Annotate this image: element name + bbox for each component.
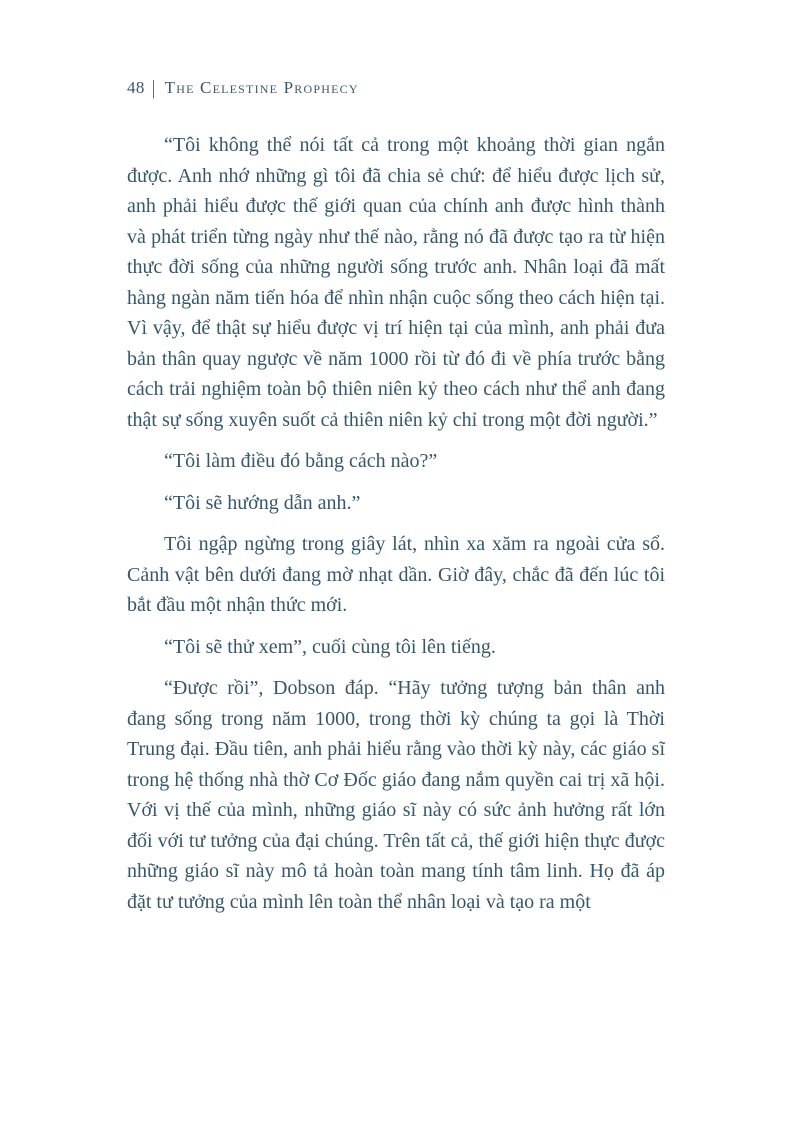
paragraph-narration: Tôi ngập ngừng trong giây lát, nhìn xa xăm ra ngoài cửa sổ. Cảnh vật bên dưới đang mờ nhạt dần. Giờ đây, chắc đã đến lúc tôi bắt đầu một nhận thức mới.: [127, 533, 665, 616]
page-number: 48: [127, 78, 145, 97]
paragraph-dialogue-agreement: “Tôi sẽ thử xem”, cuối cùng tôi lên tiếng.: [164, 635, 496, 658]
book-title: The Celestine Prophecy: [164, 78, 359, 97]
paragraph-dialogue-explanation: “Tôi không thể nói tất cả trong một khoảng thời gian ngắn được. Anh nhớ những gì tôi đã chia sẻ chứ: để hiểu được lịch sử, anh phải hiểu được thế giới quan của chính anh được hình thành và phát triển từng ngày như thế nào, rằng nó đã được tạo ra từ hiện thực đời sống của những người sống trước anh. Nhân loại đã mất hàng ngàn năm tiến hóa để nhìn nhận cuộc sống theo cách hiện tại. Vì vậy, để thật sự hiểu được vị trí hiện tại của mình, anh phải đưa bản thân quay ngược về năm 1000 rồi từ đó đi về phía trước bằng cách trải nghiệm toàn bộ thiên niên kỷ theo cách như thể anh đang thật sự sống xuyên suốt cả thiên niên kỷ chỉ trong một đời người.”: [127, 134, 665, 431]
header-separator: |: [151, 76, 156, 99]
paragraph-dialogue-reply: “Tôi sẽ hướng dẫn anh.”: [164, 491, 361, 514]
page-body: [127, 130, 665, 917]
paragraph-dialogue-question: “Tôi làm điều đó bằng cách nào?”: [164, 450, 438, 472]
paragraph-dialogue-dobson: “Được rồi”, Dobson đáp. “Hãy tưởng tượng bản thân anh đang sống trong năm 1000, trong thời kỳ chúng ta gọi là Thời Trung đại. Đầu tiên, anh phải hiểu rằng vào thời kỳ này, các giáo sĩ trong hệ thống nhà thờ Cơ Đốc giáo đang nắm quyền cai trị xã hội. Với vị thế của mình, những giáo sĩ này có sức ảnh hưởng rất lớn đối với tư tưởng của đại chúng. Trên tất cả, thế giới hiện thực được những giáo sĩ này mô tả hoàn toàn mang tính tâm linh. Họ đã áp đặt tư tưởng của mình lên toàn thể nhân loại và tạo ra một: [127, 677, 665, 913]
page-header: [127, 78, 665, 98]
